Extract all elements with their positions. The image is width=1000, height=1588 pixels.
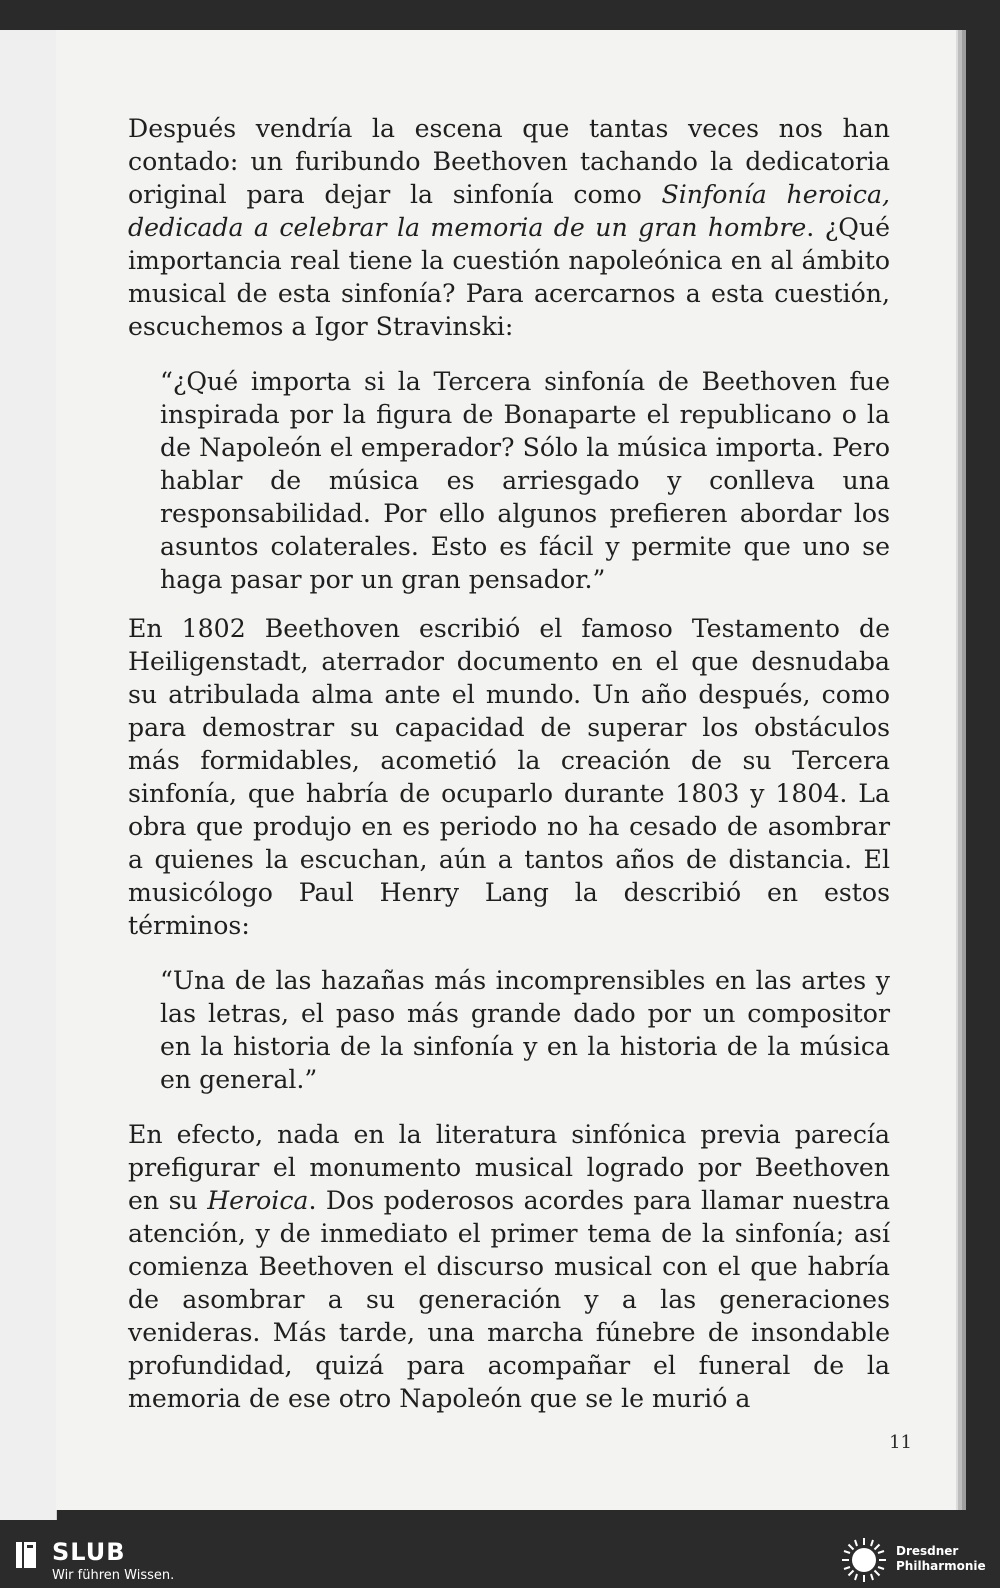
page-number: 11 — [889, 1432, 912, 1453]
paragraph-gap — [128, 942, 890, 964]
sunburst-logo-icon — [840, 1536, 888, 1584]
body-paragraph — [128, 612, 890, 942]
text-run: “Una de las hazañas más incomprensibles en las artes y las letras, el paso más grande dado por un compositor en la historia de la sinfonía y en la historia de la música en general.” — [160, 966, 890, 1094]
partner-name-line2: Philharmonie — [896, 1559, 986, 1573]
slub-bookmark-icon — [16, 1542, 36, 1568]
page-text — [128, 112, 890, 1415]
block-quote — [128, 964, 890, 1096]
italic-title: Sinfonía heroica, dedicada a celebrar la memoria de un gran hombre — [128, 180, 890, 242]
text-run: En efecto, nada en la literatura sinfónica previa parecía prefigurar el monumento musical logrado por Beethoven en su — [128, 1120, 890, 1215]
philharmonie-logo[interactable] — [840, 1536, 990, 1584]
library-tagline: Wir führen Wissen. — [52, 1568, 175, 1583]
footer-bar — [0, 1530, 1000, 1588]
partner-name — [896, 1544, 986, 1574]
italic-title: Heroica — [207, 1186, 309, 1215]
previous-page-edge — [0, 30, 57, 1520]
library-name: SLUB — [52, 1538, 126, 1566]
partner-name-line1: Dresdner — [896, 1544, 959, 1558]
text-run: En 1802 Beethoven escribió el famoso Testamento de Heiligenstadt, aterrador documento en el que desnudaba su atribulada alma ante el mundo. Un año después, como para demostrar su capacidad de superar los obstáculos más formidables, acometió la creación de su Tercera sinfonía, que habría de ocuparlo durante 1803 y 1804. La obra que produjo en es periodo no ha cesado de asombrar a quienes la escuchan, aún a tantos años de distancia. El musicólogo Paul Henry Lang la describió en estos términos: — [128, 614, 890, 940]
text-run: . Dos poderosos acordes para llamar nuestra atención, y de inmediato el primer tema de la sinfonía; así comienza Beethoven el discurso musical con el que habría de asombrar a su generación y a las generaciones venideras. Más tarde, una marcha fúnebre de insondable profundidad, quizá para acompañar el funeral de la memoria de ese otro Napoleón que se le murió a — [128, 1186, 890, 1413]
body-paragraph — [128, 1118, 890, 1415]
book-page — [56, 30, 956, 1510]
paragraph-gap — [128, 343, 890, 365]
block-quote — [128, 365, 890, 596]
paragraph-gap — [128, 1096, 890, 1118]
body-paragraph — [128, 112, 890, 343]
text-run: Después vendría la escena que tantas veces nos han contado: un furibundo Beethoven tachando la dedicatoria original para dejar la sinfonía como — [128, 114, 890, 209]
paragraph-gap — [128, 596, 890, 612]
text-run: . ¿Qué importancia real tiene la cuestión napoleónica en al ámbito musical de esta sinfonía? Para acercarnos a esta cuestión, escuchemos a Igor Stravinski: — [128, 213, 890, 341]
text-run: “¿Qué importa si la Tercera sinfonía de Beethoven fue inspirada por la figura de Bonaparte el republicano o la de Napoleón el emperador? Sólo la música importa. Pero hablar de música es arriesgado y conlleva una responsabilidad. Por ello algunos prefieren abordar los asuntos colaterales. Esto es fácil y permite que uno se haga pasar por un gran pensador.” — [160, 367, 890, 594]
